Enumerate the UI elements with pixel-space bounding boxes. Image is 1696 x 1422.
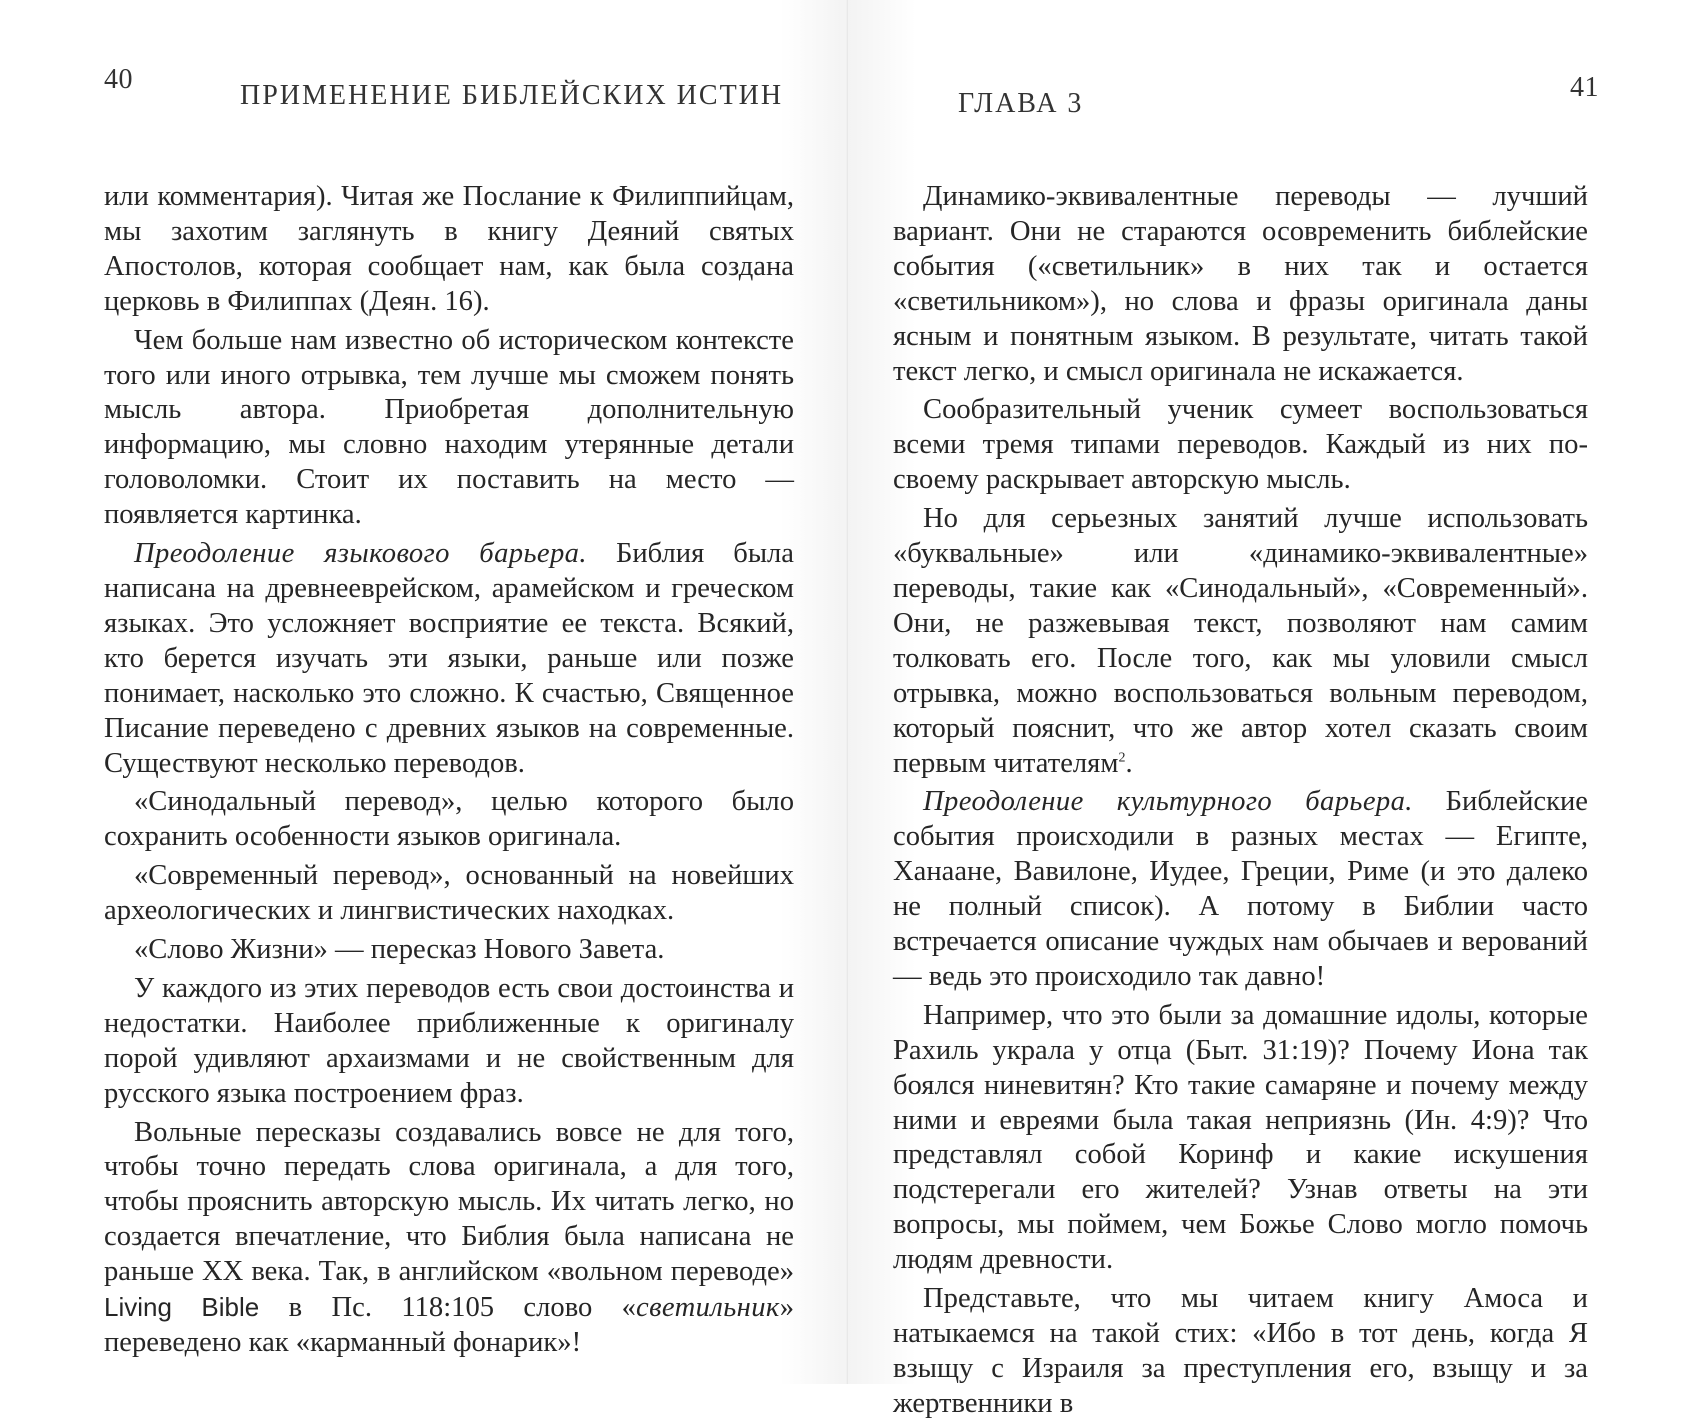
paragraph: Чем больше нам известно об историческом контексте того или иного отрывка, тем лучше мы сможем понять мысль автора. Приобретая дополнительную информацию, мы словно находим утерянные детали головоломки. Стоит их поставить на место — появляется картинка. xyxy=(104,324,794,531)
page-number-left: 40 xyxy=(104,64,133,95)
right-text-block xyxy=(893,180,1588,1422)
paragraph: Например, что это были за домашние идолы, которые Рахиль украла у отца (Быт. 31:19)? Почему Иона так боялся ниневитян? Кто такие самаряне и почему между ними и евреями была такая неприязнь (Ин. 4:9)? Что представлял собой Коринф и какие искушения подстерегали его жителей? Узнав ответы на эти вопросы, мы поймем, чем Божье Слово могло помочь людям древности. xyxy=(893,999,1588,1276)
living-bible-title: Living Bible xyxy=(104,1292,260,1323)
paragraph xyxy=(893,502,1588,781)
paragraph-text: Но для серьезных занятий лучше использовать «буквальные» или «динамико-эквивалентные» переводы, такие как «Синодальный», «Современный». Они, не разжевывая текст, позволяют нам самим толковать его. После того, как мы уловили смысл отрывка, можно воспользоваться вольным переводом, который пояснит, что же автор хотел сказать своим первым читателям xyxy=(893,503,1588,779)
paragraph: или комментария). Читая же Послание к Филиппийцам, мы захотим заглянуть в книгу Деяний святых Апостолов, которая сообщает нам, как была создана церковь в Филиппах (Деян. 16). xyxy=(104,181,794,317)
paragraph-text: в Пс. 118:105 слово « xyxy=(259,1292,636,1324)
paragraph xyxy=(893,785,1588,994)
paragraph-text: Вольные пересказы создавались вовсе не для того, чтобы точно передать слова оригинала, а для того, чтобы прояснить авторскую мысль. Их читать легко, но создается впечатление, что Библия была написана не раньше XX века. Так, в английском «вольном переводе» xyxy=(104,1116,794,1288)
running-head-right: ГЛАВА 3 xyxy=(958,88,1084,119)
section-lead-italic: Преодоление языкового барьера. xyxy=(134,538,587,570)
paragraph: «Синодальный перевод», целью которого было сохранить особенности языков оригинала. xyxy=(104,786,794,853)
section-lead-italic: Преодоление культурного барьера. xyxy=(923,786,1413,818)
paragraph-text: . xyxy=(1125,747,1133,779)
paragraph: «Современный перевод», основанный на новейших археологических и лингвистических находках. xyxy=(104,860,794,927)
italic-word: светильник xyxy=(635,1292,780,1324)
paragraph: «Слово Жизни» — пересказ Нового Завета. xyxy=(134,934,665,966)
page-number-right: 41 xyxy=(1570,72,1599,103)
footnote-marker: 2 xyxy=(1118,749,1126,765)
paragraph: Представьте, что мы читаем книгу Амоса и натыкаемся на такой стих: «Ибо в тот день, когда Я взыщу с Израиля за преступления его, взыщу и за жертвенники в xyxy=(893,1283,1588,1419)
paragraph: Динамико-эквивалентные переводы — лучший вариант. Они не стараются осовременить библейские события («светильник» в них так и остается «светильником»), но слова и фразы оригинала даны ясным и понятным языком. В результате, читать такой текст легко, и смысл оригинала не искажается. xyxy=(893,181,1588,387)
paragraph-text: Библия была написана на древнееврейском, арамейском и греческом языках. Это усложняет восприятие ее текста. Всякий, кто берется изучать эти языки, раньше или позже понимает, насколько это сложно. К счастью, Священное Писание переведено с древних языков на современные. Существуют несколько переводов. xyxy=(104,538,794,779)
left-page xyxy=(0,0,848,1384)
paragraph-text: Библейские события происходили в разных местах — Египте, Ханаане, Вавилоне, Иудее, Греции, Риме (и это далеко не полный список). А потому в Библии часто встречается описание чуждых нам обычаев и верований — ведь это происходило так давно! xyxy=(893,786,1588,992)
paragraph xyxy=(104,537,794,781)
left-text-block xyxy=(104,180,794,1361)
paragraph-text: » переведено как «карманный фонарик»! xyxy=(104,1292,794,1358)
right-page xyxy=(848,0,1696,1419)
running-head-left: ПРИМЕНЕНИЕ БИБЛЕЙСКИХ ИСТИН xyxy=(240,80,784,111)
paragraph xyxy=(104,1116,794,1361)
paragraph: У каждого из этих переводов есть свои достоинства и недостатки. Наиболее приближенные к оригиналу порой удивляют архаизмами и не свойственным для русского языка построением фраз. xyxy=(104,972,794,1109)
paragraph: Сообразительный ученик сумеет воспользоваться всеми тремя типами переводов. Каждый из них по-своему раскрывает авторскую мысль. xyxy=(893,394,1588,496)
